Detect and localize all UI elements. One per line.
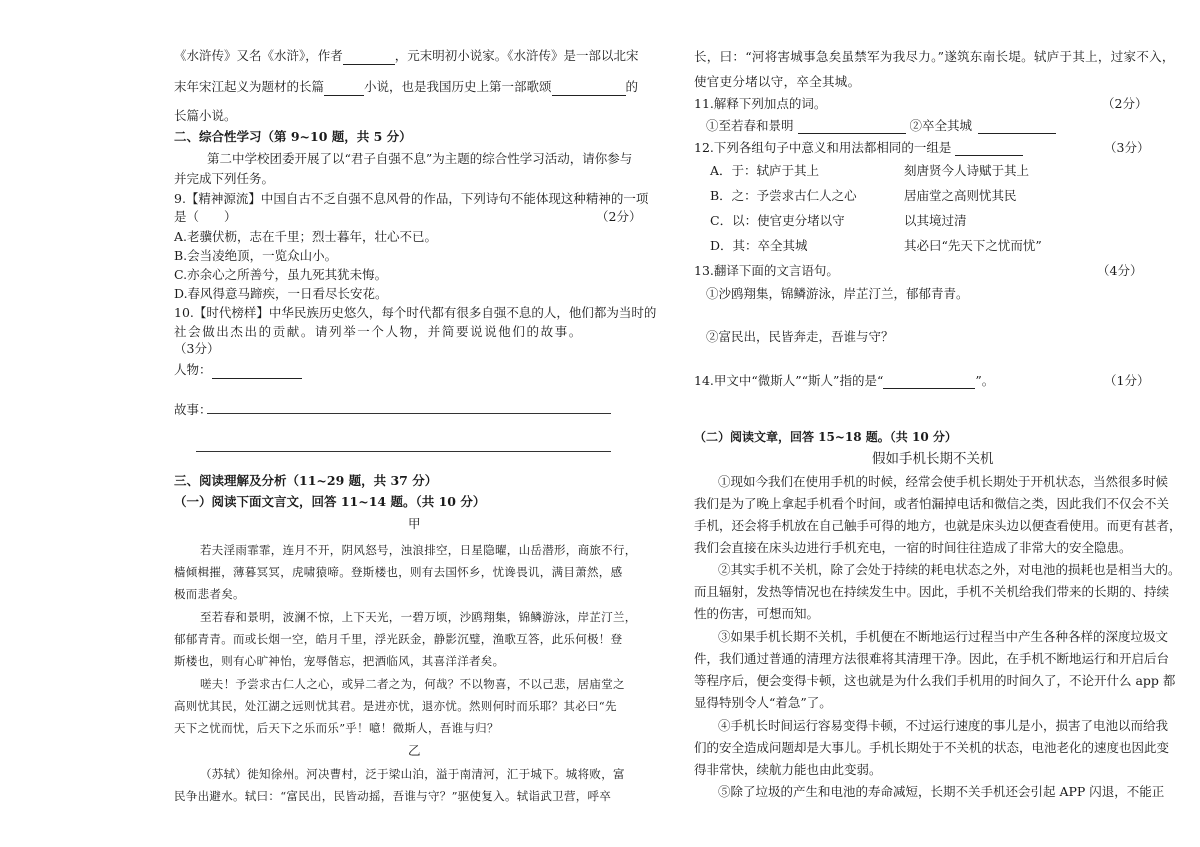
article-line: ②其实手机不关机，除了会处于持续的耗电状态之外，对电池的损耗也是相当大的。 <box>718 562 1181 577</box>
question-11: 11.解释下列加点的词。 <box>694 96 827 111</box>
text-segment: 的 <box>625 79 639 94</box>
option-d: D.春风得意马蹄疾，一日看尽长安花。 <box>174 286 388 301</box>
text-segment: 《水浒传》又名《水浒》，作者 <box>174 48 343 63</box>
subsection-2-heading: （二）阅读文章，回答 15~18 题。（共 10 分） <box>694 430 957 444</box>
person-label <box>174 361 302 379</box>
article-line: 我们会直接在床头边进行手机充电，一宿的时间往往造成了非常大的安全隐患。 <box>694 540 1132 555</box>
question-10-score: （3分） <box>174 341 220 356</box>
question-11-score: （2分） <box>1102 96 1148 111</box>
blank-author <box>343 50 395 65</box>
passage-line: 樯倾楫摧，薄暮冥冥，虎啸猿啼。登斯楼也，则有去国怀乡，忧谗畏讥，满目萧然，感 <box>174 565 623 579</box>
passage-line: 长，曰：“河将害城事急矣虽禁军为我尽力。”遂筑东南长堤。轼庐于其上，过家不入， <box>694 49 1175 64</box>
q12-option-c-right: 以其境过清 <box>904 213 967 228</box>
q14-text-end: ”。 <box>975 373 995 388</box>
q11-blank-1 <box>798 119 906 134</box>
option-b: B.会当凌绝顶，一览众山小。 <box>174 248 338 263</box>
intro-line: 第二中学校团委开展了以“君子自强不息”为主题的综合性学习活动，请你参与 <box>207 151 633 166</box>
q11-item-1: ①至若春和景明 <box>706 118 794 133</box>
q12-text: 12.下列各组句子中意义和用法都相同的一组是 <box>694 140 952 155</box>
article-line: ③如果手机长期不关机，手机便在不断地运行过程当中产生各种各样的深度垃圾文 <box>718 629 1169 644</box>
answer-line <box>207 413 611 414</box>
section-3-heading: 三、阅读理解及分析（11~29 题，共 37 分） <box>174 473 438 488</box>
answer-line <box>196 451 611 452</box>
passage-line: 天下之忧而忧，后天下之乐而乐”乎！噫！微斯人，吾谁与归？ <box>174 721 499 735</box>
text-segment: 小说，也是我国历史上第一部歌颂 <box>364 79 552 94</box>
question-14-score: （1分） <box>1104 373 1150 388</box>
question-10-cont: 社会做出杰出的贡献。请列举一个人物，并简要说说他们的故事。 <box>174 324 583 339</box>
passage-line: 斯楼也，则有心旷神怡，宠辱偕忘，把酒临风，其喜洋洋者矣。 <box>174 654 505 668</box>
article-line: 手机，还会将手机放在自己触手可得的地方，也就是床头边以便查看使用。而更有甚者， <box>694 518 1182 533</box>
passage-line: 郁郁青青。而或长烟一空，皓月千里，浮光跃金，静影沉璧，渔歌互答，此乐何极！登 <box>174 632 623 646</box>
passage-line: （苏轼）徙知徐州。河决曹村，泛于梁山泊，溢于南清河，汇于城下。城将败，富 <box>200 767 625 781</box>
blank-theme <box>552 81 626 96</box>
passage-line: 嗟夫！予尝求古仁人之心，或异二者之为，何哉？不以物喜，不以己悲，居庙堂之 <box>200 677 625 691</box>
q11-item-2: ②卒全其城 <box>909 118 973 133</box>
passage-line: 民争出避水。轼曰：“富民出，民皆动摇，吾谁与守？”驱使复入。轼诣武卫营，呼卒 <box>174 789 612 803</box>
article-line: 而且辐射，发热等情况也在持续发生中。因此，手机不关机给我们带来的长期的、持续 <box>694 584 1170 599</box>
q14-blank <box>883 374 975 389</box>
article-line: 我们是为了晚上拿起手机看个时间，或者怕漏掉电话和微信之类，因此我们不仅会不关 <box>694 496 1170 511</box>
question-10: 10.【时代榜样】中华民族历史悠久，每个时代都有很多自强不息的人，他们都为当时的 <box>174 305 657 320</box>
q12-option-a-right: 刻唐贤今人诗赋于其上 <box>904 163 1030 178</box>
article-line: 得非常快，续航力能也由此变弱。 <box>694 762 882 777</box>
article-line: 等程序后，便会变得卡顿，这也就是为什么我们手机用的时间久了，不论开什么 app 都 <box>694 673 1176 688</box>
passage-jia-label: 甲 <box>408 516 421 531</box>
article-line: 性的伤害，可想而知。 <box>694 606 820 621</box>
article-line: ⑤除了垃圾的产生和电池的寿命减短，长期不关手机还会引起 APP 闪退，不能正 <box>718 784 1165 799</box>
q12-option-d-right: 其必曰“先天下之忧而忧” <box>904 238 1042 253</box>
question-13: 13.翻译下面的文言语句。 <box>694 263 839 278</box>
q14-text: 14.甲文中“微斯人”“斯人”指的是“ <box>694 373 884 388</box>
q12-blank <box>955 141 1023 156</box>
q12-option-b-left: B．之：予尝求古仁人之心 <box>710 188 857 203</box>
question-13-item-2: ②富民出，民皆奔走，吾谁与守？ <box>706 329 894 344</box>
question-9-cont: 是（ ） <box>174 209 237 224</box>
q12-option-c-left: C．以：使官吏分堵以守 <box>710 213 845 228</box>
person-blank <box>212 364 302 379</box>
subsection-1-heading: （一）阅读下面文言文，回答 11~14 题。（共 10 分） <box>174 494 486 509</box>
person-label-text: 人物： <box>174 362 212 377</box>
question-12-score: （3分） <box>1104 140 1150 155</box>
q12-option-a-left: A．于：轼庐于其上 <box>710 163 820 178</box>
question-9-score: （2分） <box>596 209 642 224</box>
option-c: C.亦余心之所善兮，虽九死其犹未悔。 <box>174 267 388 282</box>
blank-genre <box>324 81 364 96</box>
passage-line: 使官吏分堵以守，卒全其城。 <box>694 74 861 89</box>
text-line <box>174 47 639 65</box>
text-segment: 末年宋江起义为题材的长篇 <box>174 79 325 94</box>
question-13-item-1: ①沙鸥翔集，锦鳞游泳，岸芷汀兰，郁郁青青。 <box>706 286 969 301</box>
question-14 <box>694 371 994 389</box>
question-13-score: （4分） <box>1097 263 1143 278</box>
q12-option-b-right: 居庙堂之高则忧其民 <box>904 188 1017 203</box>
section-2-heading: 二、综合性学习（第 9~10 题，共 5 分） <box>174 129 412 144</box>
story-label: 故事： <box>174 402 212 417</box>
q12-option-d-left: D．其：卒全其城 <box>710 238 808 253</box>
passage-line: 若夫淫雨霏霏，连月不开，阴风怒号，浊浪排空，日星隐曜，山岳潜形，商旅不行， <box>200 543 637 557</box>
q11-blank-2 <box>978 119 1056 134</box>
question-11-items <box>706 116 1056 134</box>
question-12 <box>694 138 1023 156</box>
article-line: ④手机长时间运行容易变得卡顿，不过运行速度的事儿是小，损害了电池以而给我 <box>718 718 1169 733</box>
question-9: 9.【精神源流】中国自古不乏自强不息风骨的作品，下列诗句不能体现这种精神的一项 <box>174 191 649 206</box>
passage-line: 极而悲者矣。 <box>174 587 245 601</box>
passage-line: 高则忧其民，处江湖之远则忧其君。是进亦忧，退亦忧。然则何时而乐耶？其必曰“先 <box>174 699 617 713</box>
article-line: 们的安全造成问题却是大事儿。手机长期处于不关机的状态，电池老化的速度也因此变 <box>694 740 1170 755</box>
article-line: ①现如今我们在使用手机的时候，经常会使手机长期处于开机状态，当然很多时候 <box>718 474 1169 489</box>
text-line <box>174 78 638 96</box>
passage-line: 至若春和景明，波澜不惊，上下天光，一碧万顷，沙鸥翔集，锦鳞游泳，岸芷汀兰， <box>200 610 637 624</box>
intro-line: 并完成下列任务。 <box>174 171 275 186</box>
passage-yi-label: 乙 <box>408 743 421 758</box>
article-line: 件，我们通过普通的清理方法很难将其清理干净。因此，在手机不断地运行和开启后台 <box>694 651 1170 666</box>
text-line: 长篇小说。 <box>174 108 237 123</box>
option-a: A.老骥伏枥，志在千里；烈士暮年，壮心不已。 <box>174 229 438 244</box>
article-title: 假如手机长期不关机 <box>872 451 994 467</box>
article-line: 显得特别令人“着急”了。 <box>694 695 832 710</box>
text-segment: ，元末明初小说家。《水浒传》是一部以北宋 <box>394 48 639 63</box>
